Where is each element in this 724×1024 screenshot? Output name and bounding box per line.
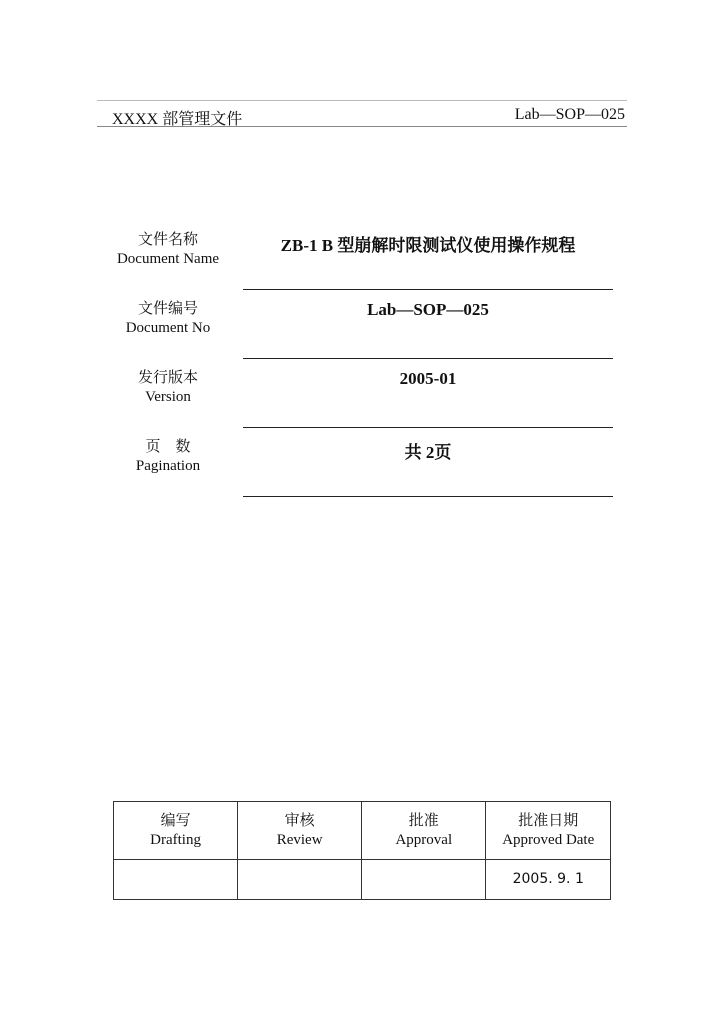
field-document-no xyxy=(100,290,613,359)
cell-drafting xyxy=(114,860,238,900)
table-row xyxy=(114,860,611,900)
label-en: Version xyxy=(145,389,191,405)
field-version xyxy=(100,359,613,428)
header-department: XXXX 部管理文件 xyxy=(112,111,243,128)
cell-approval xyxy=(362,860,486,900)
cell-review xyxy=(238,860,362,900)
label-cn: 页 数 xyxy=(145,439,191,455)
label-cn: 文件名称 xyxy=(137,232,198,248)
header-bottom-rule xyxy=(97,126,627,127)
field-value: 2005-01 xyxy=(399,369,457,388)
field-value: Lab—SOP—025 xyxy=(367,300,489,319)
label-cn: 文件编号 xyxy=(137,301,198,317)
label-en: Document Name xyxy=(116,251,220,267)
field-pagination xyxy=(100,428,613,497)
field-value: 共 2页 xyxy=(404,443,452,462)
field-rule xyxy=(243,496,613,497)
header-doc-code: Lab—SOP—025 xyxy=(514,106,625,123)
label-cn: 发行版本 xyxy=(137,370,198,386)
header-drafting: 编写 Drafting xyxy=(114,802,238,860)
cell-approved-date: 2005. 9. 1 xyxy=(486,860,611,900)
field-value: ZB-1 B 型崩解时限测试仪使用操作规程 xyxy=(280,236,576,255)
approval-table xyxy=(113,801,611,900)
label-en: Document No xyxy=(125,320,211,336)
header-review: 审核 Review xyxy=(238,802,362,860)
table-header-row xyxy=(114,802,611,860)
header-top-rule xyxy=(97,100,627,101)
header-approved-date: 批准日期 Approved Date xyxy=(486,802,611,860)
label-en: Pagination xyxy=(135,458,201,474)
field-document-name xyxy=(100,221,613,290)
header-approval: 批准 Approval xyxy=(362,802,486,860)
